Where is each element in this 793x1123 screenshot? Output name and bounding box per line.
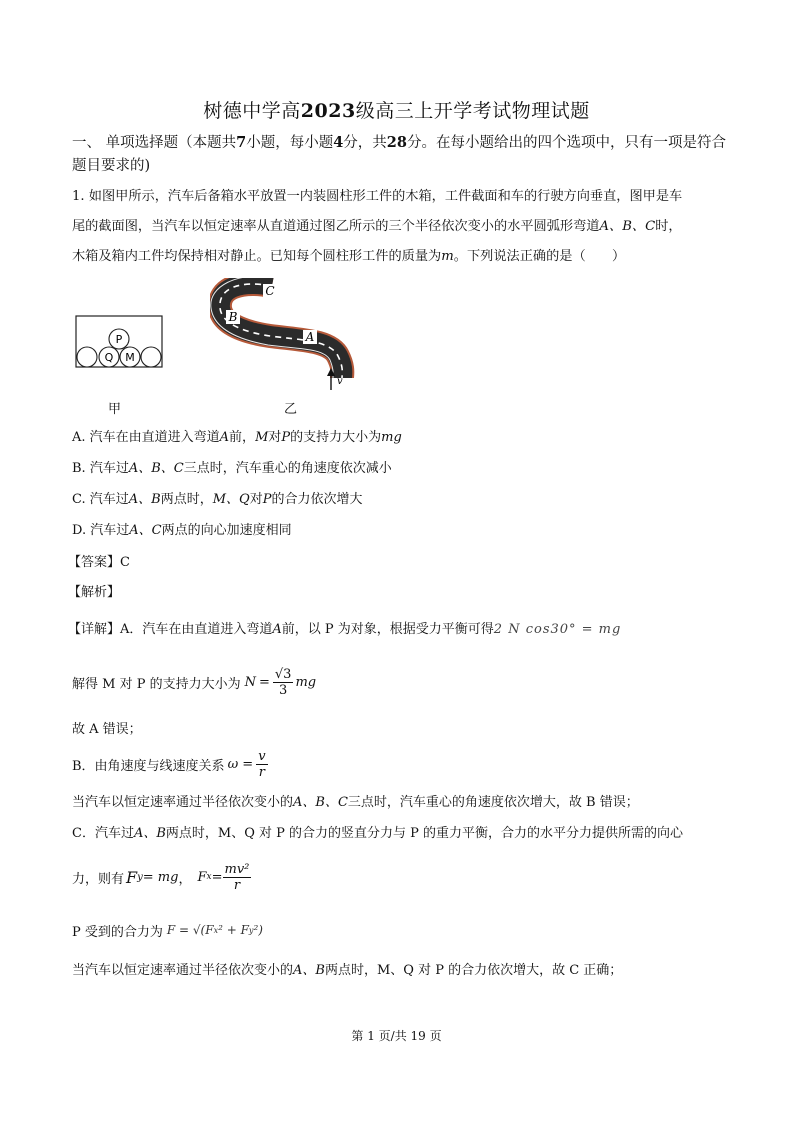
cylinder-left xyxy=(77,347,97,367)
detail-line-1: 【详解】A．汽车在由直道进入弯道A前，以 P 为对象，根据受力平衡可得2 N cos30° = mg xyxy=(68,622,622,637)
q1-line-1: 1. 如图甲所示，汽车后备箱水平放置一内装圆柱形工件的木箱，工件截面和车的行驶方向垂直，图甲是车 xyxy=(72,189,683,204)
q1-line-3: 木箱及箱内工件均保持相对静止。已知每个圆柱形工件的质量为m。下列说法正确的是（ ） xyxy=(72,249,626,264)
page-footer: 第 1 页/共 19 页 xyxy=(351,1029,442,1043)
detail-line-5: 当汽车以恒定速率通过半径依次变小的A、B、C三点时，汽车重心的角速度依次增大，故 B 错误； xyxy=(72,795,639,810)
detail-line-7: 力，则有 F y = mg ， F x = $\frac{\text{mv²}}{r}$ xyxy=(72,861,250,893)
q1-line-2: 尾的截面图，当汽车以恒定速率从直道通过图乙所示的三个半径依次变小的水平圆弧形弯道A、B、C时， xyxy=(72,219,682,234)
cylinder-right xyxy=(141,347,161,367)
label-c: C xyxy=(265,284,275,298)
detail-line-3: 故 A 错误； xyxy=(72,722,142,737)
fraction-sqrt3-over-3: $\frac{√3}{3}$ xyxy=(274,666,292,698)
detail-line-2: 解得 M 对 P 的支持力大小为 N = $\frac{√3}{3}$ mg xyxy=(72,666,317,698)
label-q: Q xyxy=(104,351,114,364)
figure-jia-box-diagram xyxy=(74,314,166,370)
section-heading: 一、 单项选择题（本题共7小题，每小题4分，共28分。在每小题给出的四个选项中，只有一项是符合题目要求的) xyxy=(72,134,726,174)
figure-yi-caption: 乙 xyxy=(284,402,298,417)
option-a: A. 汽车在由直道进入弯道A前，M对P的支持力大小为mg xyxy=(72,430,402,445)
detail-line-4: B．由角速度与线速度关系 ω = $\frac{v}{r}$ xyxy=(72,748,266,780)
detail-line-8: P 受到的合力为 F = √(F x ² + F y ²) xyxy=(72,923,263,940)
label-a: A xyxy=(305,330,315,344)
label-b: B xyxy=(228,310,238,324)
detail-line-6: C．汽车过A、B两点时，M、Q 对 P 的合力的竖直分力与 P 的重力平衡，合力的水平分力提供所需的向心 xyxy=(72,826,684,841)
option-c: C. 汽车过A、B两点时，M、Q对P的合力依次增大 xyxy=(72,492,363,507)
analysis-heading: 【解析】 xyxy=(68,585,121,600)
option-d: D. 汽车过A、C两点的向心加速度相同 xyxy=(72,523,292,538)
option-b: B. 汽车过A、B、C三点时，汽车重心的角速度依次减小 xyxy=(72,461,392,476)
label-v: v xyxy=(337,376,343,387)
detail-line-9: 当汽车以恒定速率通过半径依次变小的A、B两点时，M、Q 对 P 的合力依次增大，故 C 正确； xyxy=(72,963,623,978)
label-m: M xyxy=(125,351,135,364)
figure-yi-road-diagram xyxy=(210,278,360,393)
fraction-mv2-over-r: $\frac{\text{mv²}}{r}$ xyxy=(224,861,250,893)
label-p: P xyxy=(115,333,123,346)
figure-jia-caption: 甲 xyxy=(108,402,122,417)
page-title: 树德中学高2023级高三上开学考试物理试题 xyxy=(203,100,590,122)
fraction-v-over-r: $\frac{v}{r}$ xyxy=(258,748,266,780)
answer-line: 【答案】C xyxy=(68,555,130,570)
question-1-stem xyxy=(72,182,727,272)
